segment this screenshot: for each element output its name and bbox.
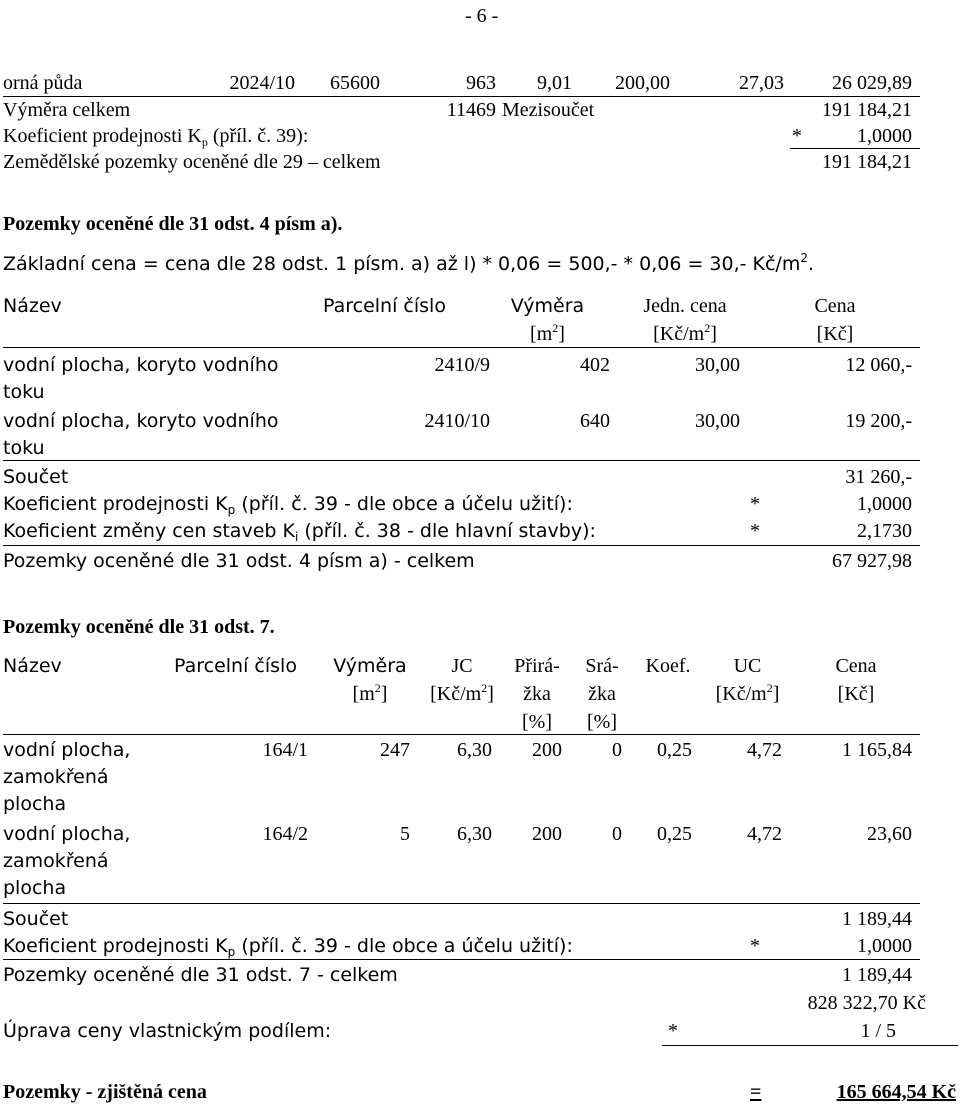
col-unit-price: Jedn. cena xyxy=(643,295,727,317)
table-row-sra: 0 xyxy=(612,739,622,761)
coef-value: 1,0000 xyxy=(857,125,912,147)
table-row-price: 23,60 xyxy=(867,823,912,845)
final-label: Pozemky - zjištěná cena xyxy=(3,1081,207,1103)
share-value: 1 / 5 xyxy=(860,1020,896,1042)
divider xyxy=(790,148,920,149)
table-row-price: 19 200,- xyxy=(845,410,912,432)
divider xyxy=(3,460,920,461)
col-price: Cena xyxy=(835,655,877,677)
divider xyxy=(3,545,920,546)
col-area: Výměra xyxy=(510,295,585,317)
table-row-area: 5 xyxy=(400,823,410,845)
row-num: 65600 xyxy=(330,72,380,94)
table-row-prir: 200 xyxy=(532,739,562,761)
share-mult: * xyxy=(668,1020,678,1042)
share-label: Úprava ceny vlastnickým podílem: xyxy=(3,1020,332,1042)
col-uc: UC xyxy=(733,655,762,677)
row-name: orná půda xyxy=(3,72,83,94)
table-row-sra: 0 xyxy=(612,823,622,845)
row-v3: 27,03 xyxy=(739,72,784,94)
table-row-price: 1 165,84 xyxy=(842,739,912,761)
col-jc-unit: $[Kč/m^2]$ xyxy=(430,681,494,705)
col-parcel: Parcelní číslo xyxy=(323,295,446,317)
sum-value: 1 189,44 xyxy=(842,908,912,930)
page-number: - 6 - xyxy=(465,5,499,27)
table-row-name: vodní plocha, koryto vodního xyxy=(3,410,279,432)
col-price: Cena xyxy=(814,295,856,317)
coef-line: Koeficient prodejnosti $K_p$ (příl. č. 39): xyxy=(3,125,309,149)
coef-sale-mult: * xyxy=(750,493,760,515)
table-row-parcel: 2410/10 xyxy=(424,410,490,432)
col-area-unit: $[m^2]$ xyxy=(530,321,565,345)
table-row-area: 247 xyxy=(380,739,410,761)
section-b-title: Pozemky oceněné dle 31 odst. 7. xyxy=(3,616,275,638)
agri-total-label: Zemědělské pozemky oceněné dle 29 – celkem xyxy=(3,151,381,173)
subtotal-label: Mezisoučet xyxy=(502,99,595,121)
agri-total-value: 191 184,21 xyxy=(822,151,912,173)
col-prir-2: žka xyxy=(523,683,551,705)
table-row-name-cont: toku xyxy=(3,437,45,459)
col-jc: JC xyxy=(451,655,473,677)
row-v1: 9,01 xyxy=(537,72,572,94)
table-row-name: vodní plocha, koryto vodního xyxy=(3,354,279,376)
row-total: 26 029,89 xyxy=(832,72,912,94)
final-value: 165 664,54 Kč xyxy=(836,1081,956,1103)
col-sra-2: žka xyxy=(588,683,616,705)
table-row-parcel: 2410/9 xyxy=(434,354,490,376)
divider xyxy=(3,959,920,960)
table-row-uc: 4,72 xyxy=(747,823,782,845)
table-row-area: 402 xyxy=(580,354,610,376)
table-row-koef: 0,25 xyxy=(657,739,692,761)
col-parcel: Parcelní číslo xyxy=(174,655,297,677)
coef-change-value: 2,1730 xyxy=(857,520,912,542)
table-row-jc: 6,30 xyxy=(457,823,492,845)
coef-sale-line: Koeficient prodejnosti $K_p$ (příl. č. 39 - dle obce a účelu užití): xyxy=(3,493,573,517)
area-total-value: 11469 xyxy=(446,99,496,121)
table-row-koef: 0,25 xyxy=(657,823,692,845)
coef-change-mult: * xyxy=(750,520,760,542)
col-prir-unit: [%] xyxy=(522,711,552,733)
base-price-line: Základní cena = cena dle 28 odst. 1 písm. a) až l) * 0,06 = 500,- * 0,06 = 30,- $Kč/m^2$. xyxy=(3,251,815,275)
coef-change-line: Koeficient změny cen staveb $K_i$ (příl. č. 38 - dle hlavní stavby): xyxy=(3,520,596,544)
coef-sale-value: 1,0000 xyxy=(857,493,912,515)
subtotal-value: 191 184,21 xyxy=(822,99,912,121)
table-row-unit-price: 30,00 xyxy=(695,410,740,432)
coef-sale-value: 1,0000 xyxy=(857,935,912,957)
section-b-total-label: Pozemky oceněné dle 31 odst. 7 - celkem xyxy=(3,964,398,986)
col-area: Výměra xyxy=(333,655,407,677)
col-sra: Srá- xyxy=(585,655,619,677)
col-sra-unit: [%] xyxy=(587,711,617,733)
section-a-total-label: Pozemky oceněné dle 31 odst. 4 písm a) - celkem xyxy=(3,550,475,572)
section-a-title: Pozemky oceněné dle 31 odst. 4 písm a). xyxy=(3,213,343,235)
table-row-prir: 200 xyxy=(532,823,562,845)
coef-sale-line: Koeficient prodejnosti $K_p$ (příl. č. 39 - dle obce a účelu užití): xyxy=(3,935,573,959)
section-b-total-value: 1 189,44 xyxy=(842,964,912,986)
area-total-label: Výměra celkem xyxy=(3,99,131,121)
col-price-unit: [Kč] xyxy=(837,683,875,705)
coef-sale-mult: * xyxy=(750,935,760,957)
final-eq: = xyxy=(750,1081,762,1103)
divider xyxy=(3,734,920,735)
divider xyxy=(3,96,920,97)
coef-mult: * xyxy=(792,125,802,147)
table-row-price: 12 060,- xyxy=(845,354,912,376)
table-row-name-cont: zamokřená xyxy=(3,850,109,872)
table-row-jc: 6,30 xyxy=(457,739,492,761)
row-code: 2024/10 xyxy=(229,72,295,94)
col-name: Název xyxy=(3,295,62,317)
col-prir: Přirá- xyxy=(514,655,560,677)
col-name: Název xyxy=(3,655,62,677)
divider xyxy=(662,1045,958,1046)
sum-label: Součet xyxy=(3,908,69,930)
col-uc-unit: $[Kč/m^2]$ xyxy=(715,681,780,705)
sum-value: 31 260,- xyxy=(845,466,912,488)
row-area: 963 xyxy=(466,72,496,94)
table-row-name-cont: plocha xyxy=(3,793,67,815)
col-unit-price-unit: $[Kč/m^2]$ xyxy=(653,321,717,345)
table-row-name-cont: toku xyxy=(3,381,45,403)
table-row-parcel: 164/1 xyxy=(262,739,308,761)
table-row-uc: 4,72 xyxy=(747,739,782,761)
summary-subtotal: 828 322,70 Kč xyxy=(807,992,926,1014)
table-row-name: vodní plocha, xyxy=(3,739,131,761)
table-row-name-cont: plocha xyxy=(3,877,67,899)
table-row-unit-price: 30,00 xyxy=(695,354,740,376)
col-area-unit: $[m^2]$ xyxy=(352,681,388,705)
divider xyxy=(3,903,920,904)
col-koef: Koef. xyxy=(645,655,691,677)
table-row-name-cont: zamokřená xyxy=(3,766,109,788)
table-row-area: 640 xyxy=(580,410,610,432)
table-row-parcel: 164/2 xyxy=(262,823,308,845)
col-price-unit: [Kč] xyxy=(816,323,854,345)
row-v2: 200,00 xyxy=(615,72,670,94)
sum-label: Součet xyxy=(3,466,69,488)
divider xyxy=(3,347,920,348)
table-row-name: vodní plocha, xyxy=(3,823,131,845)
section-a-total-value: 67 927,98 xyxy=(832,550,912,572)
